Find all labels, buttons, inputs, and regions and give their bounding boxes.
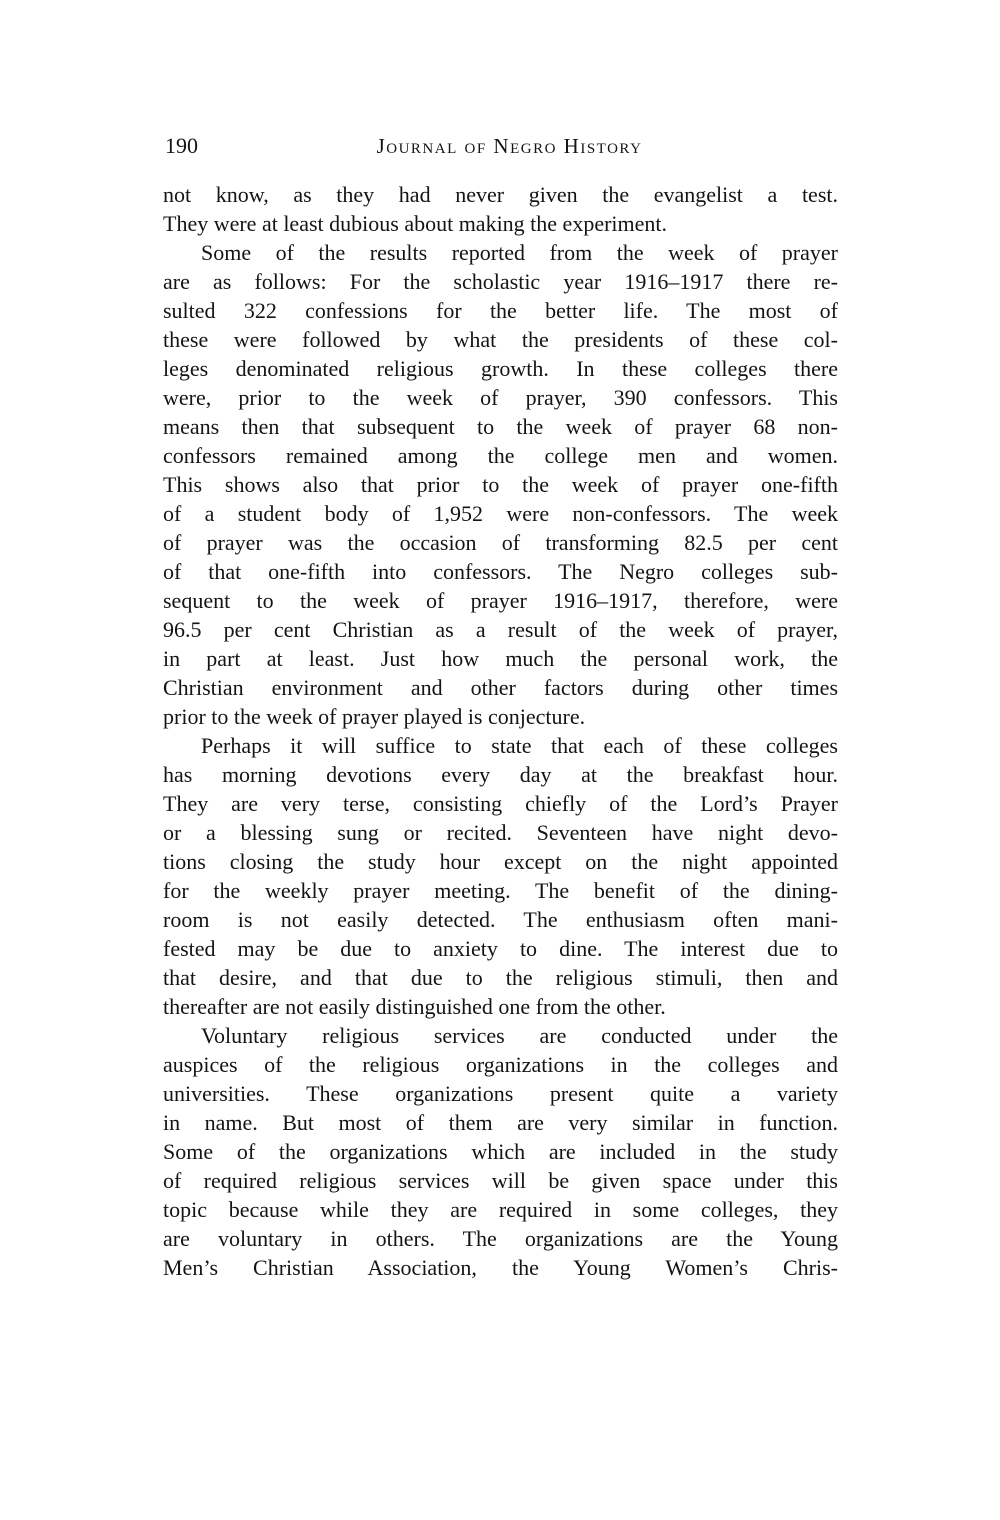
text-line: fested may be due to anxiety to dine. The interest due to bbox=[163, 936, 838, 961]
text-line: were, prior to the week of prayer, 390 confessors. This bbox=[163, 385, 838, 410]
text-line: universities. These organizations present quite a variety bbox=[163, 1081, 838, 1106]
text-line: Some of the results reported from the week of prayer bbox=[201, 240, 838, 265]
page-header bbox=[163, 130, 838, 162]
running-head: Journal of Negro History bbox=[376, 134, 643, 158]
text-line: of required religious services will be given space under this bbox=[163, 1168, 838, 1193]
text-line: topic because while they are required in some colleges, they bbox=[163, 1197, 838, 1222]
text-line: for the weekly prayer meeting. The benefit of the dining- bbox=[163, 878, 838, 903]
text-line: of that one-fifth into confessors. The Negro colleges sub- bbox=[163, 559, 838, 584]
text-line: not know, as they had never given the evangelist a test. bbox=[163, 182, 838, 207]
text-line: that desire, and that due to the religious stimuli, then and bbox=[163, 965, 838, 990]
text-line: in part at least. Just how much the personal work, the bbox=[163, 646, 838, 671]
text-line: 96.5 per cent Christian as a result of the week of prayer, bbox=[163, 617, 838, 642]
text-line: are as follows: For the scholastic year 1916–1917 there re- bbox=[163, 269, 838, 294]
text-line: confessors remained among the college men and women. bbox=[163, 443, 838, 468]
text-line: Men’s Christian Association, the Young Women’s Chris- bbox=[163, 1255, 838, 1280]
text-line: This shows also that prior to the week of prayer one-fifth bbox=[163, 472, 838, 497]
text-line: room is not easily detected. The enthusiasm often mani- bbox=[163, 907, 838, 932]
text-line: these were followed by what the presidents of these col- bbox=[163, 327, 838, 352]
text-line: sulted 322 confessions for the better life. The most of bbox=[163, 298, 838, 323]
text-line: sequent to the week of prayer 1916–1917, therefore, were bbox=[163, 588, 838, 613]
text-line: has morning devotions every day at the breakfast hour. bbox=[163, 762, 838, 787]
body-text bbox=[163, 180, 838, 1282]
text-line: Perhaps it will suffice to state that each of these colleges bbox=[201, 733, 838, 758]
text-line: Christian environment and other factors during other times bbox=[163, 675, 838, 700]
text-line: are voluntary in others. The organizations are the Young bbox=[163, 1226, 838, 1251]
text-line: leges denominated religious growth. In these colleges there bbox=[163, 356, 838, 381]
text-line: Some of the organizations which are included in the study bbox=[163, 1139, 838, 1164]
page-number: 190 bbox=[165, 133, 198, 158]
text-line: of a student body of 1,952 were non-confessors. The week bbox=[163, 501, 838, 526]
text-line: means then that subsequent to the week of prayer 68 non- bbox=[163, 414, 838, 439]
text-line: They were at least dubious about making the experiment. bbox=[163, 211, 668, 236]
text-line: of prayer was the occasion of transforming 82.5 per cent bbox=[163, 530, 838, 555]
text-line: prior to the week of prayer played is conjecture. bbox=[163, 704, 586, 729]
text-line: Voluntary religious services are conducted under the bbox=[201, 1023, 838, 1048]
text-line: tions closing the study hour except on the night appointed bbox=[163, 849, 838, 874]
text-line: They are very terse, consisting chiefly of the Lord’s Prayer bbox=[163, 791, 838, 816]
text-line: in name. But most of them are very similar in function. bbox=[163, 1110, 838, 1135]
text-line: auspices of the religious organizations in the colleges and bbox=[163, 1052, 838, 1077]
text-line: or a blessing sung or recited. Seventeen have night devo- bbox=[163, 820, 838, 845]
text-line: thereafter are not easily distinguished one from the other. bbox=[163, 994, 666, 1019]
